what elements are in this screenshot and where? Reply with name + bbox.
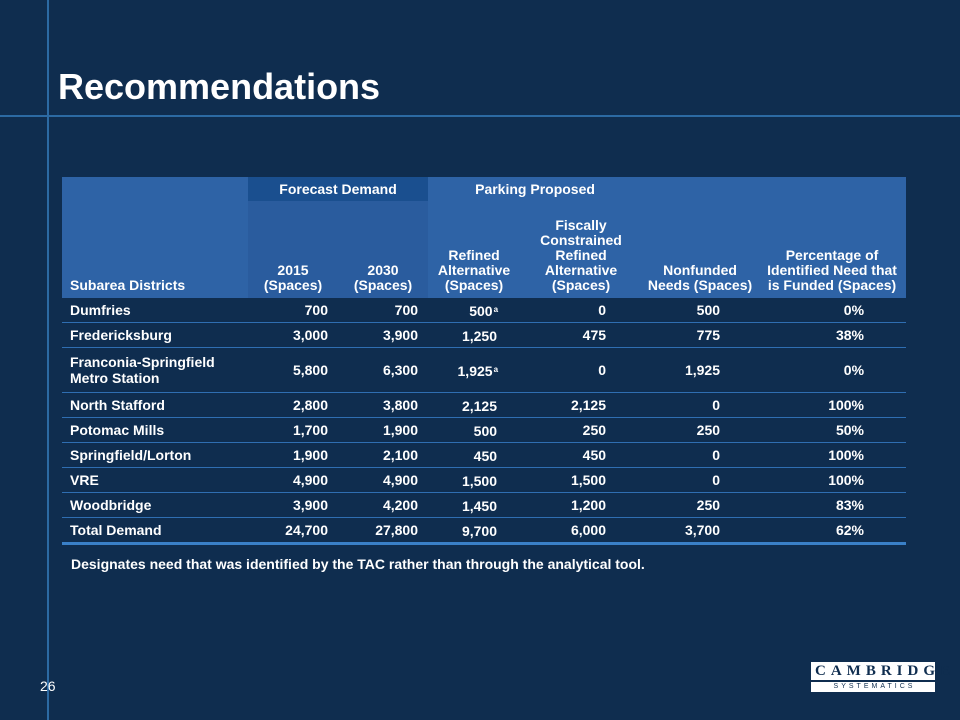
demand-2030-cell-value: 2,100	[382, 447, 419, 463]
demand-2015-cell	[248, 298, 338, 323]
table-row	[62, 468, 906, 493]
percentage-cell-value: 100%	[828, 397, 865, 413]
district-cell-value: Fredericksburg	[70, 327, 172, 343]
column-header-nonfunded: Nonfunded Needs (Spaces)	[642, 177, 758, 298]
nonfunded-cell	[642, 298, 758, 323]
demand-2015-cell	[248, 323, 338, 348]
demand-2030-cell	[338, 518, 428, 544]
fiscal-cell-value: 0	[598, 362, 607, 378]
demand-2015-cell-value: 3,000	[292, 327, 328, 343]
footnote-marker: a	[493, 304, 499, 314]
demand-2030-cell-value: 3,900	[382, 327, 419, 343]
refined-cell-value: 9,700	[461, 522, 498, 539]
district-cell-value: North Stafford	[70, 397, 165, 413]
refined-cell	[428, 518, 520, 544]
nonfunded-cell	[642, 393, 758, 418]
fiscal-cell-value: 0	[598, 302, 607, 318]
refined-cell-value: 2,125	[461, 397, 498, 414]
column-header-refined: Refined Alternative (Spaces)	[428, 201, 520, 298]
demand-2015-cell-value: 700	[304, 302, 328, 318]
refined-cell-value: 1,500	[461, 472, 498, 489]
table-row	[62, 323, 906, 348]
nonfunded-cell-value: 0	[712, 447, 721, 463]
district-cell-value: Total Demand	[70, 522, 162, 538]
logo-wordmark: CAMBRIDGE	[811, 662, 935, 682]
fiscal-cell	[520, 393, 642, 418]
nonfunded-cell-value: 250	[696, 497, 721, 513]
group-header-forecast: Forecast Demand	[248, 177, 428, 201]
fiscal-cell-value: 450	[582, 447, 607, 463]
fiscal-cell-value: 2,125	[570, 397, 607, 413]
refined-cell	[428, 393, 520, 418]
district-cell	[62, 493, 248, 518]
refined-cell	[428, 418, 520, 443]
demand-2030-cell-value: 4,900	[382, 472, 419, 488]
percentage-cell	[758, 418, 906, 443]
percentage-cell-value: 38%	[835, 327, 865, 343]
district-cell	[62, 418, 248, 443]
demand-2030-cell-value: 6,300	[382, 362, 419, 378]
percentage-cell	[758, 468, 906, 493]
demand-2030-cell	[338, 418, 428, 443]
nonfunded-cell-value: 3,700	[684, 522, 721, 538]
demand-2015-cell	[248, 418, 338, 443]
refined-cell-value: 1,925	[457, 362, 493, 379]
fiscal-cell-value: 250	[582, 422, 607, 438]
refined-cell	[428, 493, 520, 518]
district-cell	[62, 298, 248, 323]
percentage-cell-value: 100%	[828, 472, 865, 488]
district-cell-value: Dumfries	[70, 302, 131, 318]
percentage-cell-value: 0%	[843, 362, 865, 378]
percentage-cell	[758, 298, 906, 323]
refined-cell-value: 450	[473, 447, 498, 464]
cambridge-systematics-logo	[811, 662, 956, 692]
percentage-cell	[758, 443, 906, 468]
demand-2015-cell	[248, 393, 338, 418]
table-row	[62, 443, 906, 468]
column-header-2030: 2030 (Spaces)	[338, 201, 428, 298]
demand-2030-cell	[338, 348, 428, 393]
demand-2015-cell-value: 4,900	[292, 472, 328, 488]
fiscal-cell	[520, 443, 642, 468]
demand-2030-cell	[338, 493, 428, 518]
district-cell	[62, 468, 248, 493]
demand-2030-cell-value: 27,800	[375, 522, 419, 538]
district-cell	[62, 348, 248, 393]
table-row	[62, 298, 906, 323]
demand-2015-cell-value: 24,700	[285, 522, 328, 538]
group-header-parking: Parking Proposed	[428, 177, 642, 201]
nonfunded-cell-value: 0	[712, 472, 721, 488]
demand-2030-cell-value: 4,200	[382, 497, 419, 513]
demand-2015-cell-value: 1,900	[292, 447, 328, 463]
refined-cell	[428, 298, 520, 323]
percentage-cell-value: 100%	[828, 447, 865, 463]
logo-subtitle: SYSTEMATICS	[833, 683, 916, 690]
fiscal-cell	[520, 493, 642, 518]
percentage-cell-value: 62%	[835, 522, 865, 538]
fiscal-cell	[520, 518, 642, 544]
nonfunded-cell	[642, 323, 758, 348]
nonfunded-cell	[642, 493, 758, 518]
nonfunded-cell-value: 0	[712, 397, 721, 413]
table-row	[62, 348, 906, 393]
fiscal-cell-value: 6,000	[570, 522, 607, 538]
demand-2030-cell	[338, 468, 428, 493]
column-header-2015: 2015 (Spaces)	[248, 201, 338, 298]
page-title: Recommendations	[58, 66, 381, 107]
column-header-subarea: Subarea Districts	[62, 177, 248, 298]
column-header-fiscal: Fiscally Constrained Refined Alternative (Spaces)	[520, 201, 642, 298]
demand-2015-cell-value: 3,900	[292, 497, 328, 513]
table-row	[62, 518, 906, 544]
nonfunded-cell	[642, 518, 758, 544]
demand-2030-cell-value: 3,800	[382, 397, 419, 413]
demand-2015-cell-value: 2,800	[292, 397, 328, 413]
demand-2015-cell	[248, 468, 338, 493]
refined-cell	[428, 323, 520, 348]
district-cell-value: Springfield/Lorton	[70, 447, 192, 463]
refined-cell	[428, 443, 520, 468]
horizontal-accent-line	[0, 115, 960, 117]
district-cell-value: VRE	[70, 472, 99, 488]
page-number: 26	[40, 678, 56, 694]
demand-2030-cell	[338, 443, 428, 468]
nonfunded-cell	[642, 468, 758, 493]
district-cell-value: Woodbridge	[70, 497, 152, 513]
demand-2015-cell	[248, 493, 338, 518]
table-body	[62, 298, 906, 544]
percentage-cell	[758, 393, 906, 418]
footnote: Designates need that was identified by the TAC rather than through the analytical tool.	[71, 556, 645, 572]
refined-cell	[428, 348, 520, 393]
district-cell	[62, 443, 248, 468]
demand-2015-cell	[248, 348, 338, 393]
refined-cell-value: 1,450	[461, 497, 498, 514]
fiscal-cell	[520, 418, 642, 443]
percentage-cell	[758, 493, 906, 518]
percentage-cell	[758, 348, 906, 393]
district-cell-value: Franconia-Springfield Metro Station	[70, 354, 215, 386]
refined-cell-value: 1,250	[461, 327, 498, 344]
district-cell	[62, 393, 248, 418]
percentage-cell-value: 0%	[843, 302, 865, 318]
district-cell-value: Potomac Mills	[70, 422, 165, 438]
footnote-marker: a	[493, 364, 499, 374]
fiscal-cell-value: 1,200	[570, 497, 607, 513]
refined-cell	[428, 468, 520, 493]
table-row	[62, 493, 906, 518]
percentage-cell-value: 50%	[835, 422, 865, 438]
nonfunded-cell	[642, 418, 758, 443]
percentage-cell	[758, 323, 906, 348]
refined-cell-value: 500	[469, 302, 493, 319]
fiscal-cell-value: 475	[582, 327, 607, 343]
fiscal-cell-value: 1,500	[570, 472, 607, 488]
vertical-accent-line	[47, 0, 49, 720]
nonfunded-cell	[642, 443, 758, 468]
fiscal-cell	[520, 298, 642, 323]
recommendations-table	[62, 177, 906, 545]
column-header-percentage: Percentage of Identified Need that is Funded (Spaces)	[758, 177, 906, 298]
demand-2030-cell	[338, 393, 428, 418]
nonfunded-cell	[642, 348, 758, 393]
nonfunded-cell-value: 775	[696, 327, 721, 343]
demand-2030-cell	[338, 323, 428, 348]
district-cell	[62, 518, 248, 544]
nonfunded-cell-value: 250	[696, 422, 721, 438]
district-cell	[62, 323, 248, 348]
fiscal-cell	[520, 468, 642, 493]
fiscal-cell	[520, 348, 642, 393]
demand-2030-cell-value: 1,900	[382, 422, 419, 438]
percentage-cell-value: 83%	[835, 497, 865, 513]
demand-2030-cell-value: 700	[394, 302, 419, 318]
recommendations-table-container	[62, 177, 906, 545]
nonfunded-cell-value: 1,925	[684, 362, 721, 378]
nonfunded-cell-value: 500	[696, 302, 721, 318]
table-header	[62, 177, 906, 298]
demand-2015-cell	[248, 443, 338, 468]
fiscal-cell	[520, 323, 642, 348]
demand-2030-cell	[338, 298, 428, 323]
demand-2015-cell	[248, 518, 338, 544]
demand-2015-cell-value: 5,800	[292, 362, 328, 378]
table-row	[62, 418, 906, 443]
percentage-cell	[758, 518, 906, 544]
group-header-row	[62, 177, 906, 201]
table-row	[62, 393, 906, 418]
demand-2015-cell-value: 1,700	[292, 422, 328, 438]
refined-cell-value: 500	[473, 422, 498, 439]
